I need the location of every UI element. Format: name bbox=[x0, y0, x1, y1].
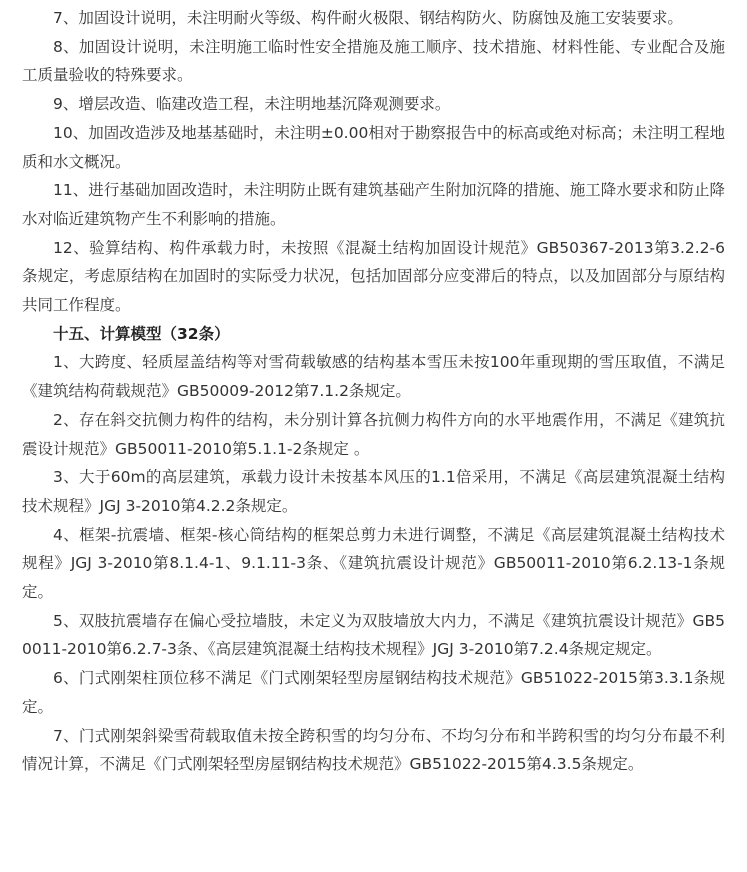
section-heading: 十五、计算模型（32条） bbox=[53, 324, 230, 343]
model-item-4: 4、框架-抗震墙、框架-核心筒结构的框架总剪力未进行调整，不满足《高层建筑混凝土结构技术规程》JGJ 3-2010第8.1.4-1、9.1.11-3条、《建筑抗震设计规范》GB50011-2010第6.2.13-1条规定。 bbox=[22, 525, 725, 602]
model-item-2: 2、存在斜交抗侧力构件的结构，未分别计算各抗侧力构件方向的水平地震作用，不满足《建筑抗震设计规范》GB50011-2010第5.1.1-2条规定 。 bbox=[22, 410, 725, 458]
model-item-6: 6、门式刚架柱顶位移不满足《门式刚架轻型房屋钢结构技术规范》GB51022-2015第3.3.1条规定。 bbox=[22, 669, 725, 716]
paragraph-item-11: 11、进行基础加固改造时，未注明防止既有建筑基础产生附加沉降的措施、施工降水要求和防止降水对临近建筑物产生不利影响的措施。 bbox=[22, 181, 725, 228]
paragraph-item-12: 12、验算结构、构件承载力时，未按照《混凝土结构加固设计规范》GB50367-2013第3.2.2-6条规定，考虑原结构在加固时的实际受力状况，包括加固部分应变滞后的特点，以及加固部分与原结构共同工作程度。 bbox=[22, 238, 725, 315]
paragraph-item-9: 9、增层改造、临建改造工程，未注明地基沉降观测要求。 bbox=[53, 95, 451, 114]
paragraph-item-8: 8、加固设计说明，未注明施工临时性安全措施及施工顺序、技术措施、材料性能、专业配合及施工质量验收的特殊要求。 bbox=[22, 37, 725, 85]
model-item-1: 1、大跨度、轻质屋盖结构等对雪荷载敏感的结构基本雪压未按100年重现期的雪压取值，不满足《建筑结构荷载规范》GB50009-2012第7.1.2条规定。 bbox=[22, 353, 725, 401]
model-item-7: 7、门式刚架斜梁雪荷载取值未按全跨积雪的均匀分布、不均匀分布和半跨积雪的均匀分布最不利情况计算，不满足《门式刚架轻型房屋钢结构技术规范》GB51022-2015第4.3.5条规定。 bbox=[22, 726, 725, 774]
paragraph-item-10: 10、加固改造涉及地基基础时，未注明±0.00相对于勘察报告中的标高或绝对标高；未注明工程地质和水文概况。 bbox=[22, 123, 725, 171]
paragraph-item-7: 7、加固设计说明，未注明耐火等级、构件耐火极限、钢结构防火、防腐蚀及施工安装要求。 bbox=[53, 9, 683, 27]
model-item-5: 5、双肢抗震墙存在偏心受拉墙肢，未定义为双肢墙放大内力，不满足《建筑抗震设计规范》GB50011-2010第6.2.7-3条、《高层建筑混凝土结构技术规程》JGJ 3-2010第7.2.4条规定规定。 bbox=[22, 611, 725, 659]
model-item-3: 3、大于60m的高层建筑，承载力设计未按基本风压的1.1倍采用，不满足《高层建筑混凝土结构技术规程》JGJ 3-2010第4.2.2条规定。 bbox=[22, 468, 725, 515]
